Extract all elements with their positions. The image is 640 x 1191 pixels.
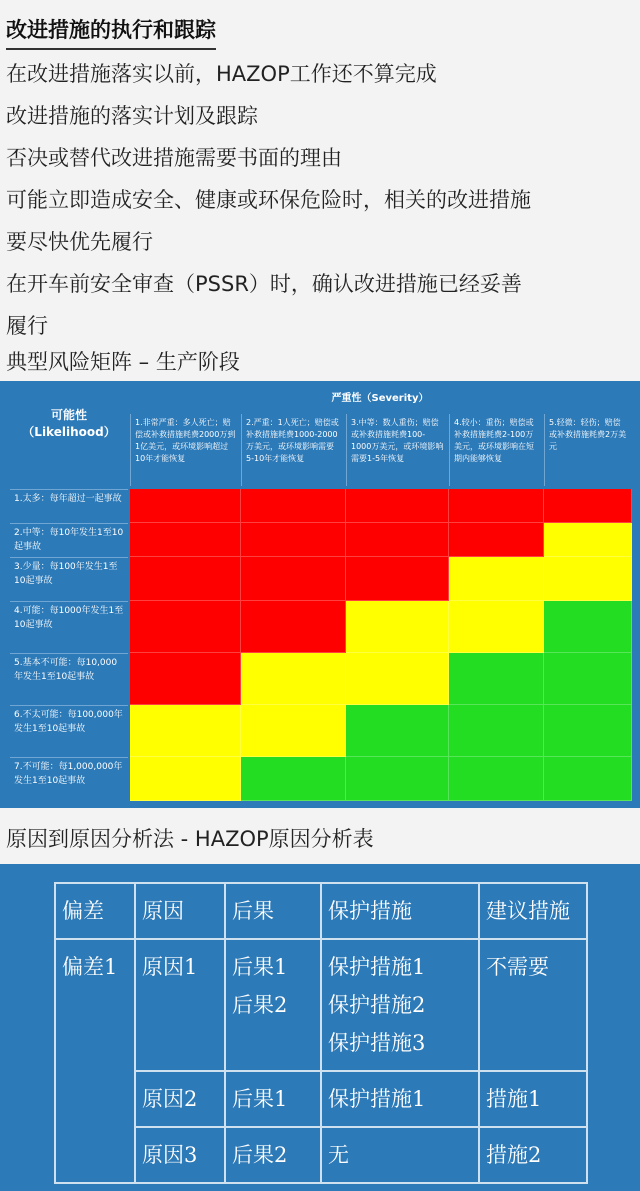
likelihood-level: 1.太多：每年超过一起事故 — [10, 489, 128, 523]
risk-cell-green — [449, 705, 544, 757]
risk-cell-green — [346, 705, 449, 757]
text-line: 在开车前安全审查（PSSR）时，确认改进措施已经妥善 — [6, 272, 522, 296]
table-row — [55, 939, 587, 1071]
risk-cell-red — [346, 523, 449, 557]
risk-cell-red — [346, 489, 449, 523]
likelihood-title-cn: 可能性 — [50, 408, 87, 422]
header-cell: 建议措施 — [479, 883, 587, 939]
risk-cell-red — [241, 523, 346, 557]
cause-analysis-panel — [0, 864, 640, 1191]
severity-level: 2.严重：1人死亡；赔偿或补救措施耗费1000-2000万美元，或环境影响需要5-10年才能恢复 — [241, 414, 345, 486]
text-line: 改进措施的落实计划及跟踪 — [6, 104, 258, 128]
consequence-cell: 后果1 — [225, 1071, 321, 1127]
likelihood-level: 7.不可能：每1,000,000年发生1至10起事故 — [10, 757, 128, 801]
deviation-cell: 偏差1 — [55, 939, 135, 1183]
severity-level: 4.较小：重伤；赔偿或补救措施耗费2-100万美元，或环境影响在短期内能够恢复 — [449, 414, 543, 486]
risk-cell-green — [449, 653, 544, 705]
cause-cell: 原因3 — [135, 1127, 225, 1183]
recommendation-cell: 不需要 — [479, 939, 587, 1071]
cause-cell: 原因2 — [135, 1071, 225, 1127]
consequence-item: 后果1 — [232, 955, 288, 979]
risk-cell-red — [130, 601, 241, 653]
risk-cell-red — [130, 489, 241, 523]
risk-cell-red — [241, 489, 346, 523]
header-cell: 保护措施 — [321, 883, 479, 939]
text-line: 履行 — [6, 314, 48, 338]
risk-cell-green — [241, 757, 346, 801]
risk-cell-yellow — [544, 523, 632, 557]
likelihood-level: 4.可能：每1000年发生1至10起事故 — [10, 601, 128, 653]
risk-cell-green — [449, 757, 544, 801]
risk-cell-yellow — [130, 705, 241, 757]
risk-cell-yellow — [130, 757, 241, 801]
protection-cell: 保护措施1 — [321, 1071, 479, 1127]
table-row — [55, 1127, 587, 1183]
risk-cell-yellow — [346, 653, 449, 705]
text-line: 可能立即造成安全、健康或环保危险时，相关的改进措施 — [6, 188, 531, 212]
risk-cell-green — [544, 601, 632, 653]
likelihood-level: 3.少量：每100年发生1至10起事故 — [10, 557, 128, 601]
severity-level: 3.中等：数人重伤；赔偿或补救措施耗费100-1000万美元，或环境影响需要1-5年恢复 — [346, 414, 448, 486]
protection-cell: 无 — [321, 1127, 479, 1183]
risk-cell-yellow — [346, 601, 449, 653]
severity-level: 1.非常严重：多人死亡；赔偿或补救措施耗费2000万到1亿美元，或环境影响超过10年才能恢复 — [130, 414, 240, 486]
risk-cell-yellow — [544, 557, 632, 601]
consequence-item: 后果2 — [232, 993, 288, 1017]
risk-cell-yellow — [241, 653, 346, 705]
likelihood-level: 2.中等：每10年发生1至10起事故 — [10, 523, 128, 557]
likelihood-level: 5.基本不可能：每10,000年发生1至10起事故 — [10, 653, 128, 705]
cause-analysis-title: 原因到原因分析法 - HAZOP原因分析表 — [6, 827, 374, 851]
risk-cell-red — [449, 489, 544, 523]
table-row — [55, 1071, 587, 1127]
matrix-header — [0, 381, 640, 489]
risk-cell-red — [130, 653, 241, 705]
risk-cell-red — [130, 523, 241, 557]
header-cell: 偏差 — [55, 883, 135, 939]
consequence-cell — [225, 939, 321, 1071]
risk-cell-yellow — [449, 557, 544, 601]
risk-cell-yellow — [241, 705, 346, 757]
protection-cell — [321, 939, 479, 1071]
protection-item: 保护措施1 — [328, 955, 426, 979]
cause-cell: 原因1 — [135, 939, 225, 1071]
protection-item: 保护措施2 — [328, 993, 426, 1017]
header-cell: 原因 — [135, 883, 225, 939]
risk-cell-green — [544, 757, 632, 801]
consequence-cell: 后果2 — [225, 1127, 321, 1183]
risk-cell-red — [544, 489, 632, 523]
recommendation-cell: 措施2 — [479, 1127, 587, 1183]
risk-cell-green — [544, 705, 632, 757]
likelihood-title — [10, 407, 128, 441]
risk-cell-green — [544, 653, 632, 705]
section-title: 改进措施的执行和跟踪 — [6, 14, 216, 50]
recommendation-cell: 措施1 — [479, 1071, 587, 1127]
table-header-row — [55, 883, 587, 939]
risk-matrix — [0, 381, 640, 808]
likelihood-level: 6.不太可能：每100,000年发生1至10起事故 — [10, 705, 128, 757]
risk-cell-red — [241, 601, 346, 653]
risk-cell-red — [130, 557, 241, 601]
protection-item: 保护措施3 — [328, 1031, 426, 1055]
severity-title: 严重性（Severity） — [331, 393, 429, 404]
cause-analysis-table — [54, 882, 588, 1184]
risk-cell-yellow — [449, 601, 544, 653]
risk-cell-red — [241, 557, 346, 601]
matrix-caption: 典型风险矩阵 – 生产阶段 — [6, 350, 240, 374]
severity-level: 5.轻微：轻伤；赔偿或补救措施耗费2万美元 — [544, 414, 632, 486]
risk-cell-red — [346, 557, 449, 601]
likelihood-title-en: （Likelihood） — [22, 425, 116, 439]
risk-cell-green — [346, 757, 449, 801]
header-cell: 后果 — [225, 883, 321, 939]
text-line: 在改进措施落实以前，HAZOP工作还不算完成 — [6, 62, 437, 86]
text-line: 要尽快优先履行 — [6, 230, 153, 254]
text-line: 否决或替代改进措施需要书面的理由 — [6, 146, 342, 170]
risk-cell-red — [449, 523, 544, 557]
